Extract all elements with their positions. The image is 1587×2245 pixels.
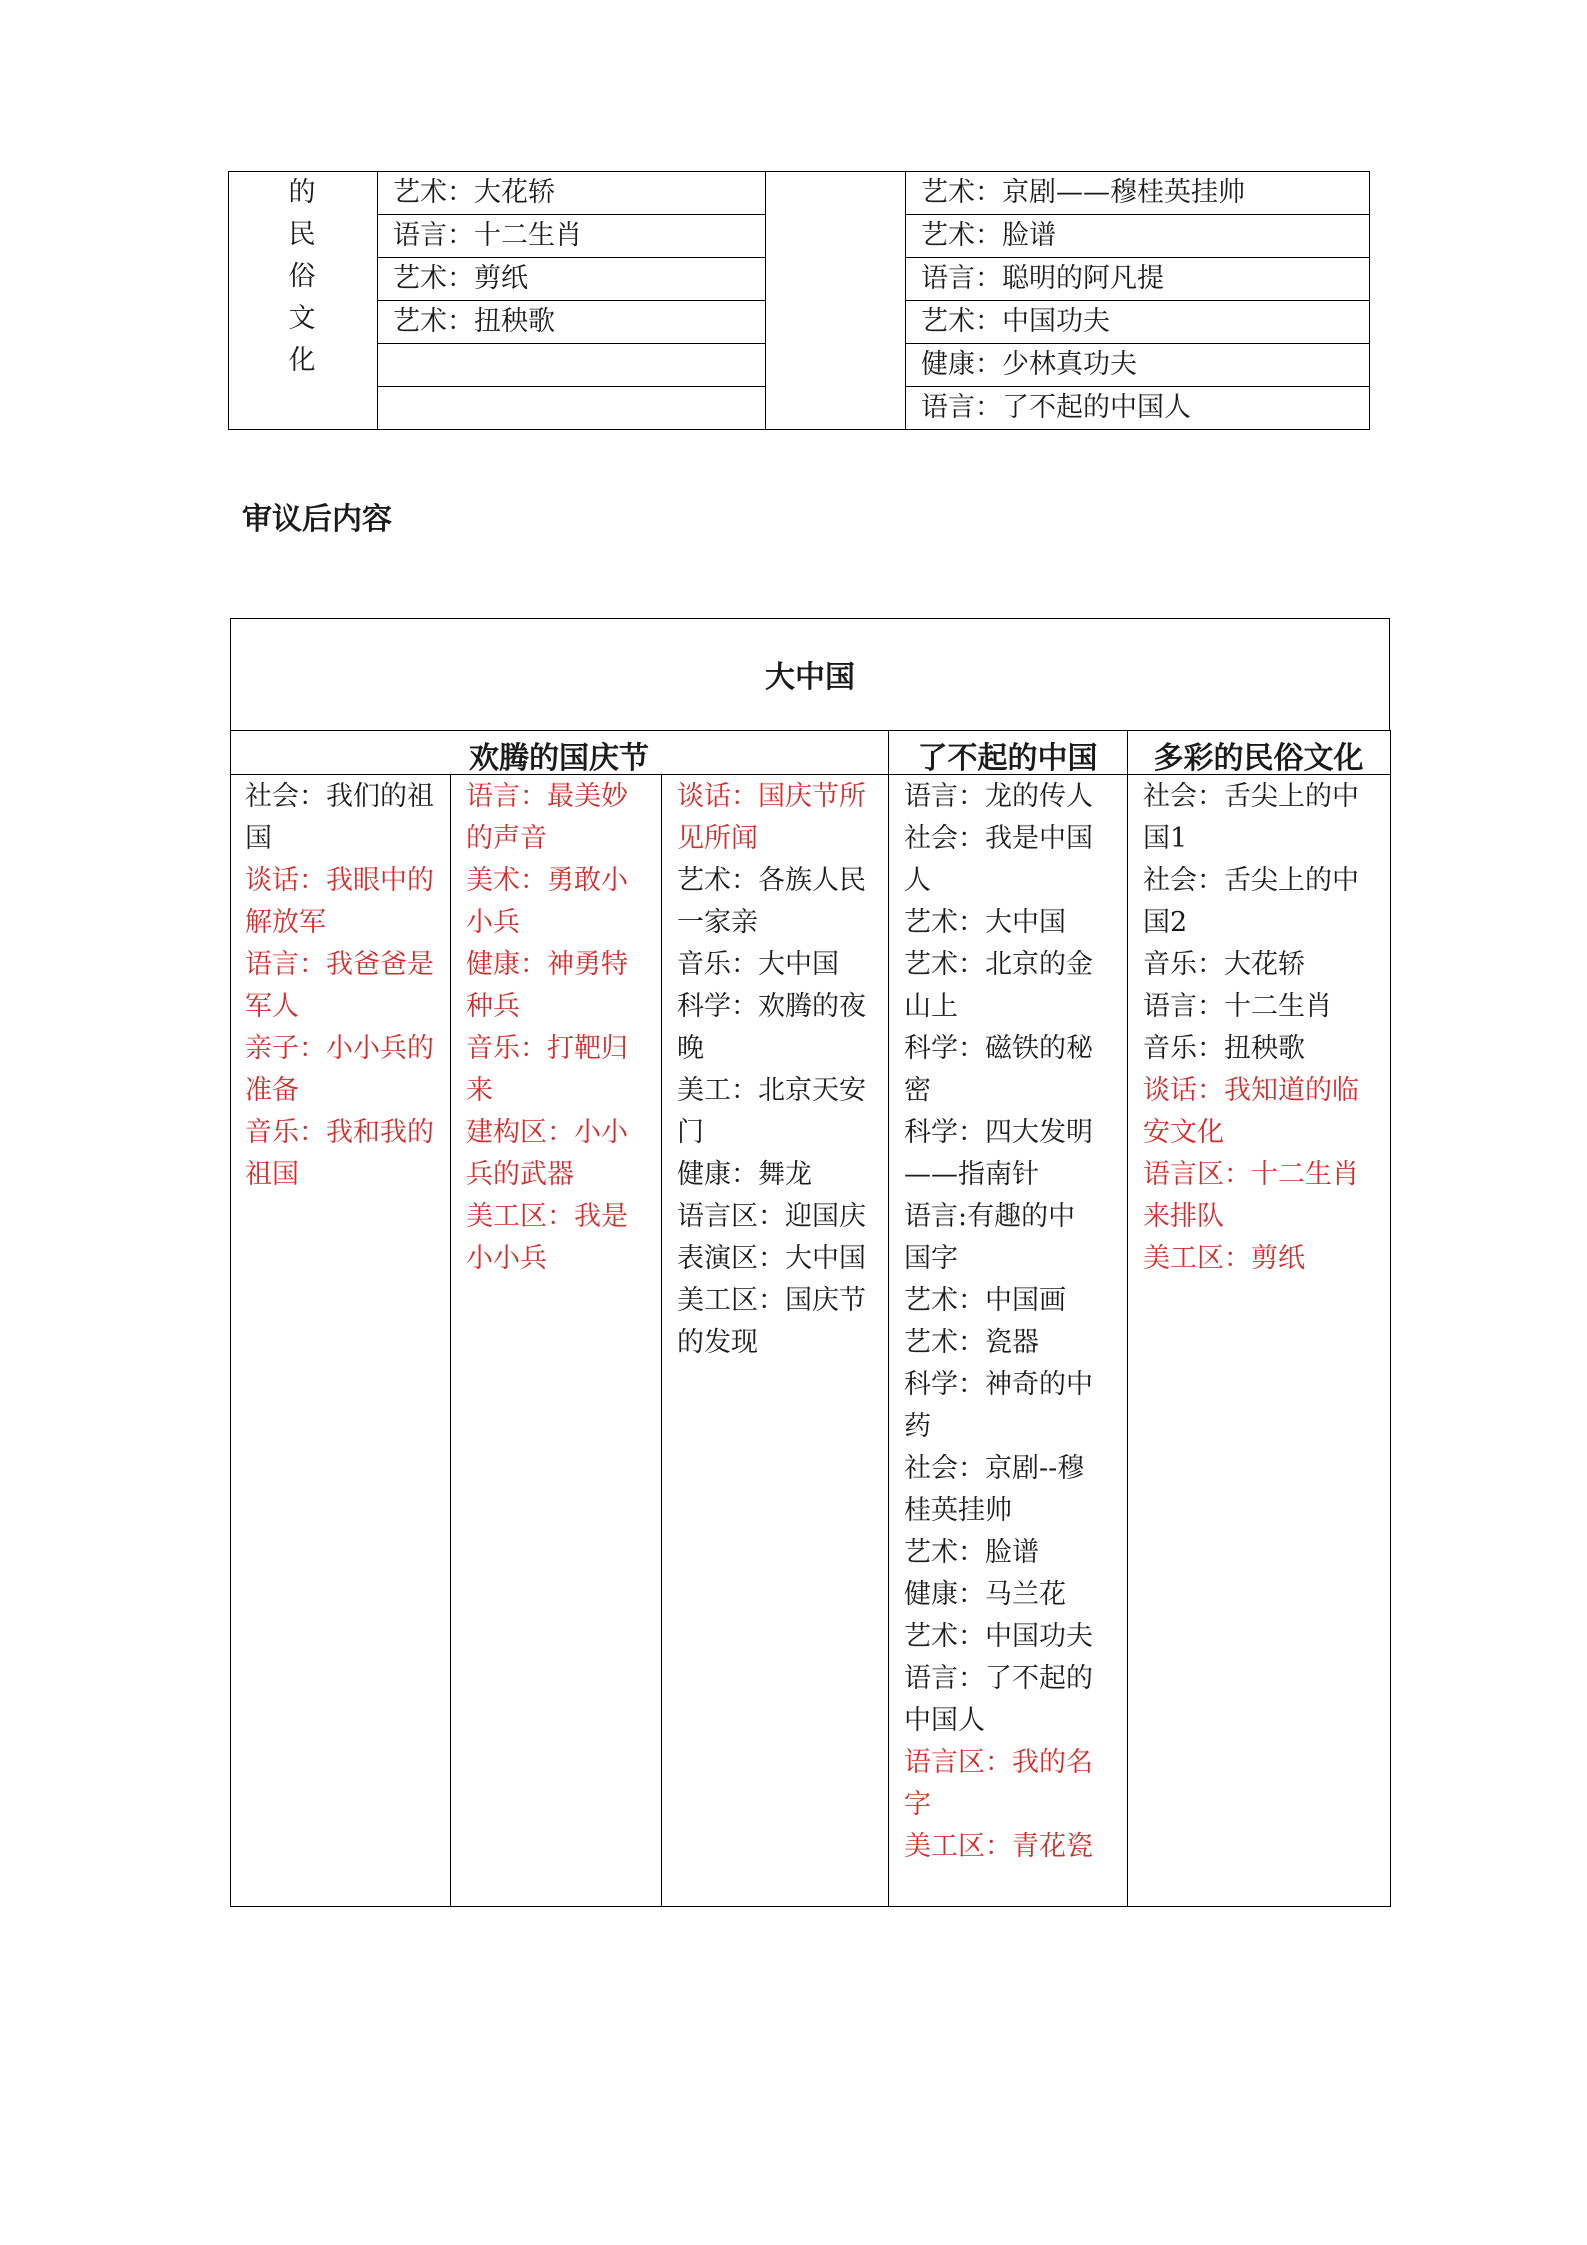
activity-line: 中国人 [904, 1705, 985, 1736]
activity-line: 艺术：瓷器 [904, 1327, 1039, 1358]
activity-line: 建构区：小小 [466, 1117, 628, 1148]
activity-line: 艺术：脸谱 [904, 1537, 1039, 1568]
activity-line: 小兵 [466, 907, 520, 938]
activity-line: 的声音 [466, 823, 547, 854]
top-right-item: 语言：聪明的阿凡提 [921, 263, 1164, 294]
label-char: 化 [288, 345, 316, 376]
activity-line: 社会：舌尖上的中 [1143, 865, 1359, 896]
top-right-item: 语言：了不起的中国人 [921, 392, 1191, 423]
activity-line: 谈话：国庆节所 [677, 781, 866, 812]
activity-line: 语言:有趣的中 [904, 1201, 1076, 1232]
activity-line: ——指南针 [904, 1159, 1039, 1190]
label-char: 民 [288, 219, 316, 250]
activity-line: 美工区：青花瓷 [904, 1831, 1093, 1862]
activity-line: 山上 [904, 991, 958, 1022]
top-right-item: 艺术：中国功夫 [921, 306, 1110, 337]
activity-line: 社会：我们的祖 [245, 781, 434, 812]
activity-line: 国2 [1143, 907, 1188, 938]
activity-line: 美工：北京天安 [677, 1075, 866, 1106]
activity-line: 美工区：我是 [466, 1201, 628, 1232]
activity-line: 晚 [677, 1033, 704, 1064]
header-national-day: 欢腾的国庆节 [469, 741, 649, 776]
top-left-item: 艺术：扭秧歌 [393, 306, 555, 337]
activity-line: 谈话：我眼中的 [245, 865, 434, 896]
activity-line: 音乐：我和我的 [245, 1117, 434, 1148]
top-right-item: 健康：少林真功夫 [921, 349, 1137, 380]
header-great-china: 了不起的中国 [917, 741, 1098, 776]
section-heading: 审议后内容 [242, 502, 392, 537]
activity-line: 音乐：打靶归 [466, 1033, 628, 1064]
activity-line: 的发现 [677, 1327, 758, 1358]
activity-line: 语言：龙的传人 [904, 781, 1093, 812]
activity-line: 社会：我是中国 [904, 823, 1093, 854]
top-right-item: 艺术：京剧——穆桂英挂帅 [921, 177, 1245, 208]
activity-line: 亲子：小小兵的 [245, 1033, 434, 1064]
activity-line: 表演区：大中国 [677, 1243, 866, 1274]
activity-line: 来排队 [1143, 1201, 1224, 1232]
activity-line: 科学：神奇的中 [904, 1369, 1093, 1400]
activity-line: 语言区：十二生肖 [1143, 1159, 1359, 1190]
activity-line: 国 [245, 823, 272, 854]
activity-line: 美工区：剪纸 [1143, 1243, 1305, 1274]
activity-line: 社会：京剧--穆 [904, 1453, 1085, 1484]
label-char: 的 [288, 177, 316, 208]
activity-line: 语言：十二生肖 [1143, 991, 1332, 1022]
activity-line: 国1 [1143, 823, 1188, 854]
column-national-day-3 [677, 776, 866, 1364]
label-char: 文 [288, 303, 316, 334]
activity-line: 人 [904, 865, 931, 896]
activity-line: 艺术：北京的金 [904, 949, 1093, 980]
activity-line: 科学：磁铁的秘 [904, 1033, 1093, 1064]
activity-line: 军人 [245, 991, 299, 1022]
activity-line: 安文化 [1143, 1117, 1224, 1148]
activity-line: 桂英挂帅 [904, 1495, 1012, 1526]
activity-line: 艺术：中国画 [904, 1285, 1066, 1316]
main-table-title: 大中国 [765, 660, 855, 695]
activity-line: 艺术：中国功夫 [904, 1621, 1093, 1652]
top-left-item: 艺术：剪纸 [393, 263, 528, 294]
activity-line: 一家亲 [677, 907, 758, 938]
top-left-item: 语言：十二生肖 [393, 220, 582, 251]
activity-line: 健康：马兰花 [904, 1579, 1066, 1610]
column-national-day-1 [245, 776, 434, 1196]
activity-line: 药 [904, 1411, 931, 1442]
activity-line: 语言区：迎国庆 [677, 1201, 866, 1232]
activity-line: 国字 [904, 1243, 958, 1274]
activity-line: 解放军 [245, 907, 326, 938]
activity-line: 音乐：扭秧歌 [1143, 1033, 1305, 1064]
activity-line: 音乐：大中国 [677, 949, 839, 980]
label-char: 俗 [288, 261, 316, 292]
column-national-day-2 [466, 776, 628, 1280]
activity-line: 科学：欢腾的夜 [677, 991, 866, 1022]
activity-line: 艺术：大中国 [904, 907, 1066, 938]
activity-line: 健康：舞龙 [677, 1159, 812, 1190]
activity-line: 语言区：我的名 [904, 1747, 1093, 1778]
activity-line: 门 [677, 1117, 704, 1148]
activity-line: 字 [904, 1789, 931, 1820]
activity-line: 兵的武器 [466, 1159, 574, 1190]
activity-line: 语言：最美妙 [466, 781, 628, 812]
activity-line: 美工区：国庆节 [677, 1285, 866, 1316]
activity-line: 见所闻 [677, 823, 758, 854]
column-great-china [904, 776, 1093, 1868]
column-folk-culture [1143, 776, 1359, 1280]
activity-line: 艺术：各族人民 [677, 865, 866, 896]
activity-line: 祖国 [245, 1159, 299, 1190]
activity-line: 音乐：大花轿 [1143, 949, 1305, 980]
activity-line: 科学：四大发明 [904, 1117, 1093, 1148]
activity-line: 来 [466, 1075, 493, 1106]
activity-line: 准备 [245, 1075, 299, 1106]
activity-line: 小小兵 [466, 1243, 547, 1274]
activity-line: 语言：了不起的 [904, 1663, 1093, 1694]
activity-line: 密 [904, 1075, 931, 1106]
header-folk-culture: 多彩的民俗文化 [1153, 741, 1364, 776]
activity-line: 语言：我爸爸是 [245, 949, 434, 980]
activity-line: 种兵 [466, 991, 520, 1022]
activity-line: 社会：舌尖上的中 [1143, 781, 1359, 812]
activity-line: 美术：勇敢小 [466, 865, 628, 896]
activity-line: 谈话：我知道的临 [1143, 1075, 1359, 1106]
top-left-item: 艺术：大花轿 [393, 177, 555, 208]
activity-line: 健康：神勇特 [466, 949, 628, 980]
top-right-item: 艺术：脸谱 [921, 220, 1056, 251]
